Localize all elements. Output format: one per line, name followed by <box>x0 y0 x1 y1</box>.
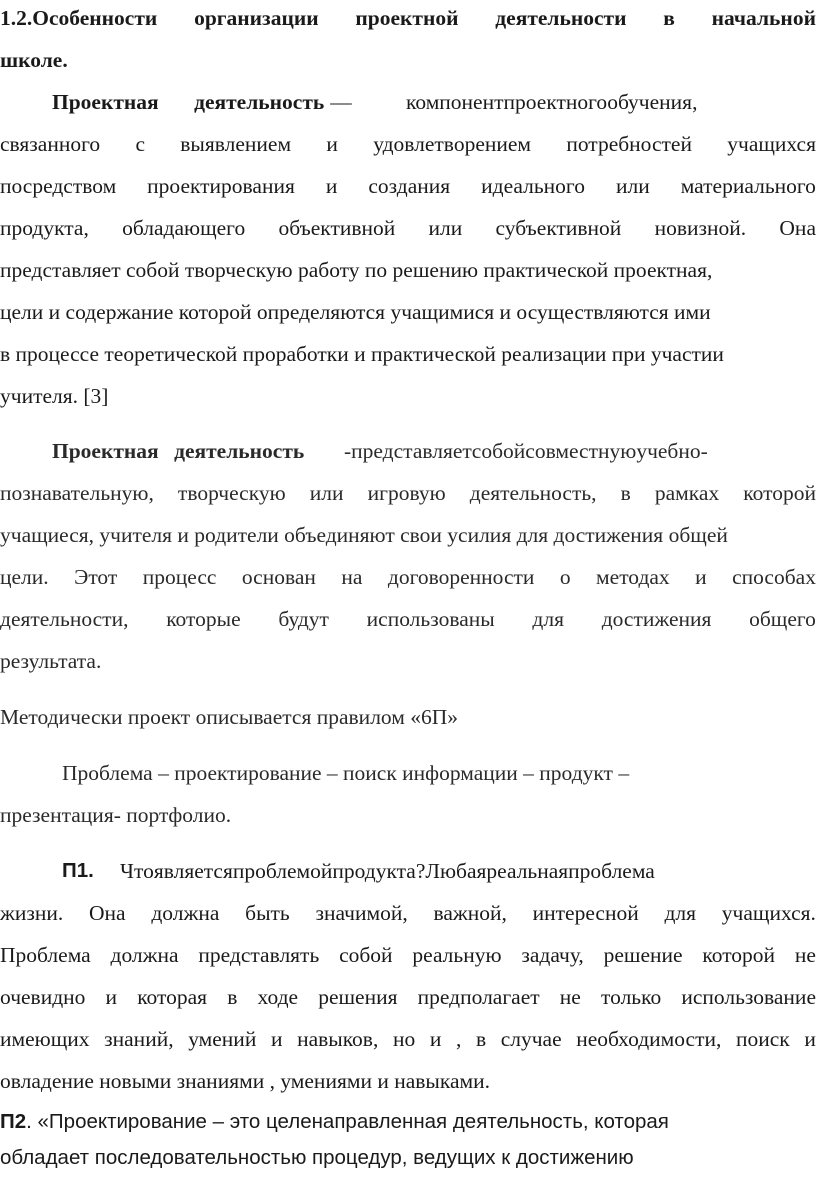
word: субъективной <box>495 216 622 240</box>
word: очевидно <box>0 985 86 1009</box>
word: которые <box>166 607 241 631</box>
para1-line-6: цели и содержание которой определяются учащимися и осуществляются ими <box>0 300 711 324</box>
word: задачу, <box>521 943 584 967</box>
word: новизной. <box>654 216 747 240</box>
word: представляет <box>351 439 472 463</box>
word: использование <box>681 985 816 1009</box>
word: важной, <box>433 901 507 925</box>
p1-line-1 <box>0 857 816 885</box>
para2-line-1 <box>0 437 816 465</box>
word: идеального <box>481 174 585 198</box>
word: ходе <box>257 985 299 1009</box>
para2-line-2 <box>0 479 816 507</box>
p2-label: П2 <box>0 1110 27 1133</box>
word: совместную <box>525 439 637 463</box>
para1-line-8: учителя. [3] <box>0 384 109 408</box>
word: на <box>341 565 363 589</box>
word: умений <box>188 1027 257 1051</box>
word: Она <box>779 216 816 240</box>
word: представлять <box>198 943 320 967</box>
word: игровую <box>367 481 446 505</box>
word: является <box>153 859 233 883</box>
word: реальная <box>486 859 569 883</box>
word: навыков, <box>297 1027 379 1051</box>
word: значимой, <box>315 901 408 925</box>
word: организации <box>194 6 319 30</box>
word: которая <box>137 985 208 1009</box>
para1-line-1 <box>0 88 816 116</box>
p1-label: П1. <box>62 859 94 882</box>
word: учащихся. <box>721 901 816 925</box>
word: быть <box>245 901 290 925</box>
para1-line-5: представляет собой творческую работу по решению практической проектная, <box>0 258 713 282</box>
word: решения <box>318 985 398 1009</box>
para2-line-5 <box>0 605 816 633</box>
word: Любая <box>425 859 487 883</box>
word: не <box>559 985 581 1009</box>
word: жизни. <box>0 901 64 925</box>
word: не <box>794 943 816 967</box>
word: но <box>392 1027 416 1051</box>
word: будут <box>278 607 329 631</box>
word: в <box>227 985 238 1009</box>
word: цели. <box>0 565 49 589</box>
p1-line-5 <box>0 1025 816 1053</box>
section-heading-line-1 <box>0 4 816 32</box>
word: выявлением <box>180 132 292 156</box>
word: должна <box>151 901 220 925</box>
chain-line-2: презентация- портфолио. <box>0 803 232 827</box>
word: интересной <box>532 901 639 925</box>
word: или <box>428 216 463 240</box>
para2-line-3: учащиеся, учителя и родители объединяют свои усилия для достижения общей <box>0 523 728 547</box>
word: и <box>804 1027 816 1051</box>
word: продукта, <box>0 216 89 240</box>
word: учебно- <box>636 439 708 463</box>
para2-line-6: результата. <box>0 649 102 673</box>
word: Она <box>89 901 126 925</box>
p2-line-2: обладает последовательностью процедур, ведущих к достижению <box>0 1146 634 1169</box>
word: деятельности, <box>0 607 129 631</box>
para1-dash: — <box>330 90 352 114</box>
word: должна <box>110 943 179 967</box>
word: начальной <box>711 6 816 30</box>
p1-line-3 <box>0 941 816 969</box>
p1-line-6: овладение новыми знаниями , умениями и навыками. <box>0 1069 490 1093</box>
word: которой <box>743 481 816 505</box>
word: и <box>325 174 338 198</box>
word: собой <box>339 943 393 967</box>
word: и <box>695 565 707 589</box>
word: и <box>270 1027 283 1051</box>
word: - <box>344 439 352 463</box>
word: Этот <box>74 565 118 589</box>
word: творческую <box>177 481 286 505</box>
word: необходимости, <box>576 1027 722 1051</box>
para1-line-4 <box>0 214 816 242</box>
p2-line-1-rest: . «Проектирование – это целенаправленная деятельность, которая <box>26 1110 669 1133</box>
word: реальную <box>412 943 502 967</box>
word: проектирования <box>147 174 295 198</box>
word: обучения, <box>607 90 698 114</box>
word: способах <box>732 565 816 589</box>
para1-line-2 <box>0 130 816 158</box>
word: проблема <box>568 859 655 883</box>
para2-line-4 <box>0 563 816 591</box>
word: общего <box>749 607 816 631</box>
word: и <box>326 132 338 156</box>
word: , <box>455 1027 462 1051</box>
word: поиск <box>735 1027 790 1051</box>
word: деятельности <box>495 6 627 30</box>
word: посредством <box>0 174 117 198</box>
word: для <box>532 607 564 631</box>
word: объективной <box>278 216 396 240</box>
word: в <box>663 6 675 30</box>
rule-6p-line: Методически проект описывается правилом «6П» <box>0 705 459 729</box>
word: которой <box>702 943 776 967</box>
para1-term: Проектная деятельность <box>52 90 325 114</box>
word: продукта? <box>332 859 426 883</box>
word: проектного <box>503 90 608 114</box>
word: только <box>600 985 662 1009</box>
word: создания <box>368 174 451 198</box>
word: учащихся <box>727 132 816 156</box>
word: Проблема <box>0 943 91 967</box>
para2-term: Проектная деятельность <box>52 439 305 463</box>
word: связанного <box>0 132 101 156</box>
word: 1.2.Особенности <box>0 6 158 30</box>
word: для <box>664 901 697 925</box>
section-heading-line-2: школе. <box>0 48 68 72</box>
word: основан <box>241 565 316 589</box>
word: использованы <box>366 607 495 631</box>
word: рамках <box>654 481 720 505</box>
word: и <box>429 1027 442 1051</box>
word: познавательную, <box>0 481 154 505</box>
word: имеющих <box>0 1027 90 1051</box>
word: проектной <box>355 6 459 30</box>
word: процесс <box>142 565 217 589</box>
word: решение <box>603 943 683 967</box>
word: или <box>309 481 344 505</box>
word: знаний, <box>104 1027 174 1051</box>
word: случае <box>500 1027 562 1051</box>
word: или <box>615 174 650 198</box>
word: потребностей <box>566 132 692 156</box>
word: и <box>105 985 118 1009</box>
word: о <box>559 565 571 589</box>
p1-line-4 <box>0 983 816 1011</box>
word: удовлетворением <box>373 132 532 156</box>
word: с <box>135 132 145 156</box>
word: договоренности <box>387 565 535 589</box>
word: обладающего <box>122 216 246 240</box>
word: проблемой <box>232 859 333 883</box>
chain-line-1: Проблема – проектирование – поиск информации – продукт – <box>62 761 630 785</box>
word: деятельность, <box>469 481 597 505</box>
word: собой <box>471 439 526 463</box>
p2-line-1 <box>0 1108 816 1136</box>
word: Что <box>120 859 154 883</box>
word: компонент <box>406 90 504 114</box>
word: методах <box>596 565 670 589</box>
word: предполагает <box>417 985 540 1009</box>
para1-line-7: в процессе теоретической проработки и практической реализации при участии <box>0 342 724 366</box>
word: в <box>620 481 631 505</box>
word: в <box>475 1027 487 1051</box>
para1-line-3 <box>0 172 816 200</box>
p1-line-2 <box>0 899 816 927</box>
word: достижения <box>601 607 712 631</box>
word: материального <box>680 174 816 198</box>
